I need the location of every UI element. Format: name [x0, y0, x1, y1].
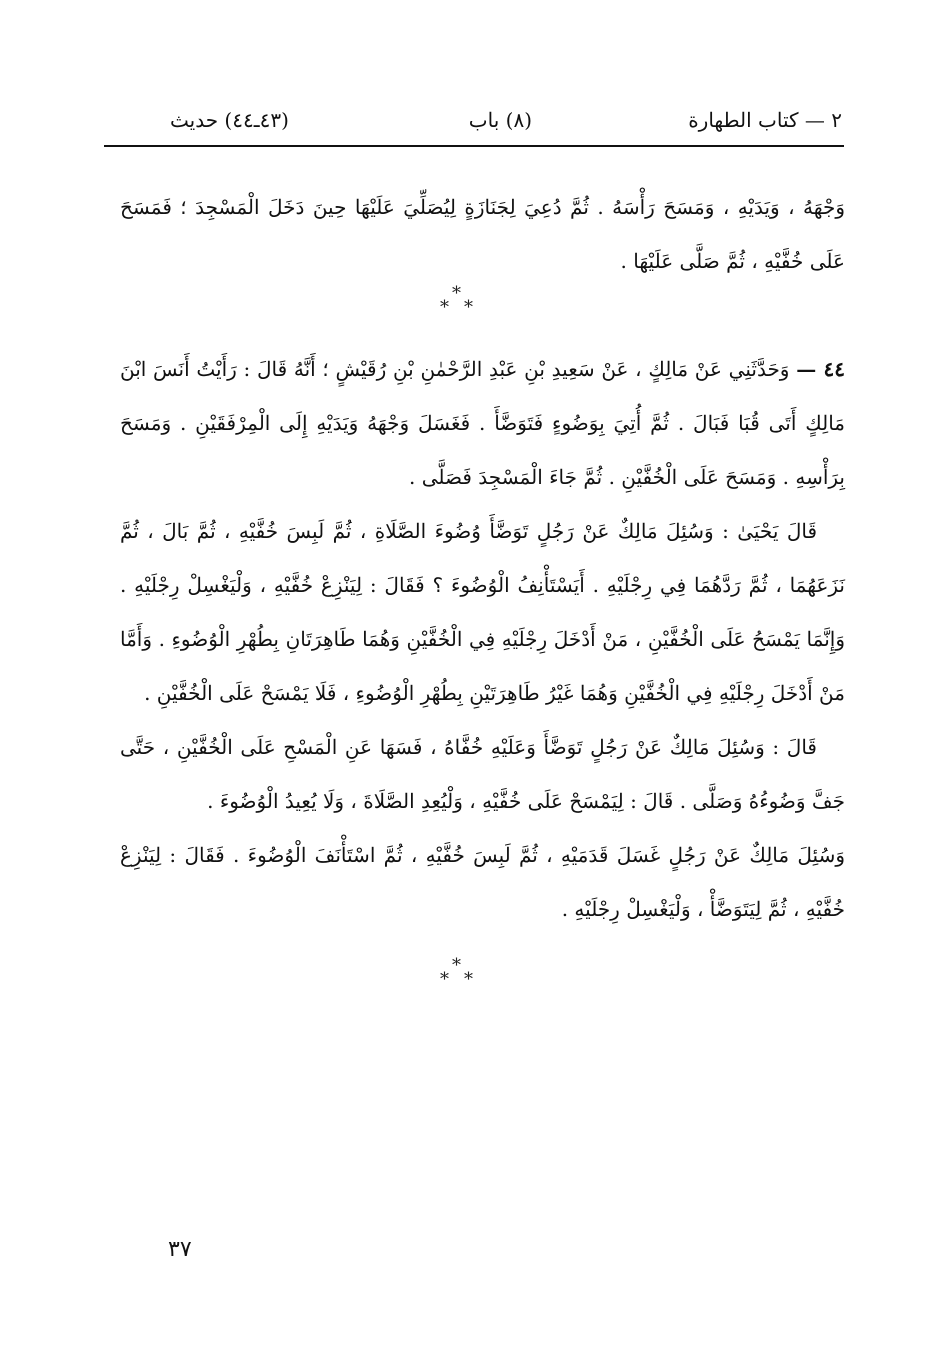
paragraph-malik-second-question: وَسُئِلَ مَالِكٌ عَنْ رَجُلٍ غَسَلَ قَدَمَيْهِ ، ثُمَّ لَبِسَ خُفَّيْهِ ، ثُمَّ اسْتَأْنَفَ الْوُضُوءَ . فَقَالَ : لِيَنْزِعْ خُفَّيْهِ ، ثُمَّ لِيَتَوَضَّأْ ، وَلْيَغْسِلْ رِجْلَيْهِ .	[120, 843, 845, 921]
page-number: ٣٧	[168, 1237, 192, 1262]
star-left: *	[440, 969, 449, 990]
paragraph-hadith-44	[120, 342, 845, 504]
page-header	[110, 100, 842, 140]
chapter-label: (٨) باب	[468, 108, 532, 132]
section-separator	[430, 283, 490, 323]
paragraph-malik-question: قَالَ : وَسُئِلَ مَالِكٌ عَنْ رَجُلٍ تَوَضَّأَ وَعَلَيْهِ خُفَّاهُ ، فَسَهَا عَنِ الْمَسْحِ عَلَى الْخُفَّيْنِ ، حَتَّى جَفَّ وَضُوءُهُ وَصَلَّى . قَالَ : لِيَمْسَحْ عَلَى خُفَّيْهِ ، وَلْيُعِدِ الصَّلَاةَ ، وَلَا يُعِيدُ الْوُضُوءَ .	[120, 735, 845, 813]
star-right: *	[464, 969, 473, 990]
hadith-44-text: وَحَدَّثَنِي عَنْ مَالِكٍ ، عَنْ سَعِيدِ بْنِ عَبْدِ الرَّحْمٰنِ بْنِ رُقَيْشٍ ؛ أَنَّهُ قَالَ : رَأَيْتُ أَنَسَ ابْنَ مَالِكٍ أَتَى قُبَا فَبَالَ . ثُمَّ أُتِيَ بِوَضُوءٍ فَتَوَضَّأَ . فَغَسَلَ وَجْهَهُ وَيَدَيْهِ إِلَى الْمِرْفَقَيْنِ . وَمَسَحَ بِرَأْسِهِ . وَمَسَحَ عَلَى الْخُفَّيْنِ . ثُمَّ جَاءَ الْمَسْجِدَ فَصَلَّى .	[120, 357, 845, 489]
hadith-range: (٤٣ـ٤٤) حديث	[170, 108, 289, 132]
star-right: *	[464, 297, 473, 318]
paragraph-yahya-question: قَالَ يَحْيَىٰ : وَسُئِلَ مَالِكٌ عَنْ رَجُلٍ تَوَضَّأَ وُضُوءَ الصَّلَاةِ ، ثُمَّ لَبِسَ خُفَّيْهِ ، ثُمَّ بَالَ ، ثُمَّ نَزَعَهُمَا ، ثُمَّ رَدَّهُمَا فِي رِجْلَيْهِ . أَيَسْتَأْنِفُ الْوُضُوءَ ؟ فَقَالَ : لِيَنْزِعْ خُفَّيْهِ ، وَلْيَغْسِلْ رِجْلَيْهِ . وَإِنَّمَا يَمْسَحُ عَلَى الْخُفَّيْنِ ، مَنْ أَدْخَلَ رِجْلَيْهِ فِي الْخُفَّيْنِ وَهُمَا طَاهِرَتَانِ بِطُهْرِ الْوُضُوءِ . وَأَمَّا مَنْ أَدْخَلَ رِجْلَيْهِ فِي الْخُفَّيْنِ وَهُمَا غَيْرُ طَاهِرَتَيْنِ بِطُهْرِ الْوُضُوءِ ، فَلَا يَمْسَحْ عَلَى الْخُفَّيْنِ .	[120, 519, 845, 705]
header-rule	[104, 145, 844, 147]
section-separator-end	[430, 955, 490, 995]
hadith-number: ٤٤ —	[796, 357, 846, 381]
paragraph-continuation: وَجْهَهُ ، وَيَدَيْهِ ، وَمَسَحَ رَأْسَهُ . ثُمَّ دُعِيَ لِجَنَازَةٍ لِيُصَلِّيَ عَلَيْهَا حِينَ دَخَلَ الْمَسْجِدَ ؛ فَمَسَحَ عَلَى خُفَّيْهِ ، ثُمَّ صَلَّى عَلَيْهَا .	[120, 195, 845, 273]
star-left: *	[440, 297, 449, 318]
star-top: *	[452, 283, 461, 304]
star-top: *	[452, 955, 461, 976]
book-title: ٢ — كتاب الطهارة	[688, 108, 842, 132]
